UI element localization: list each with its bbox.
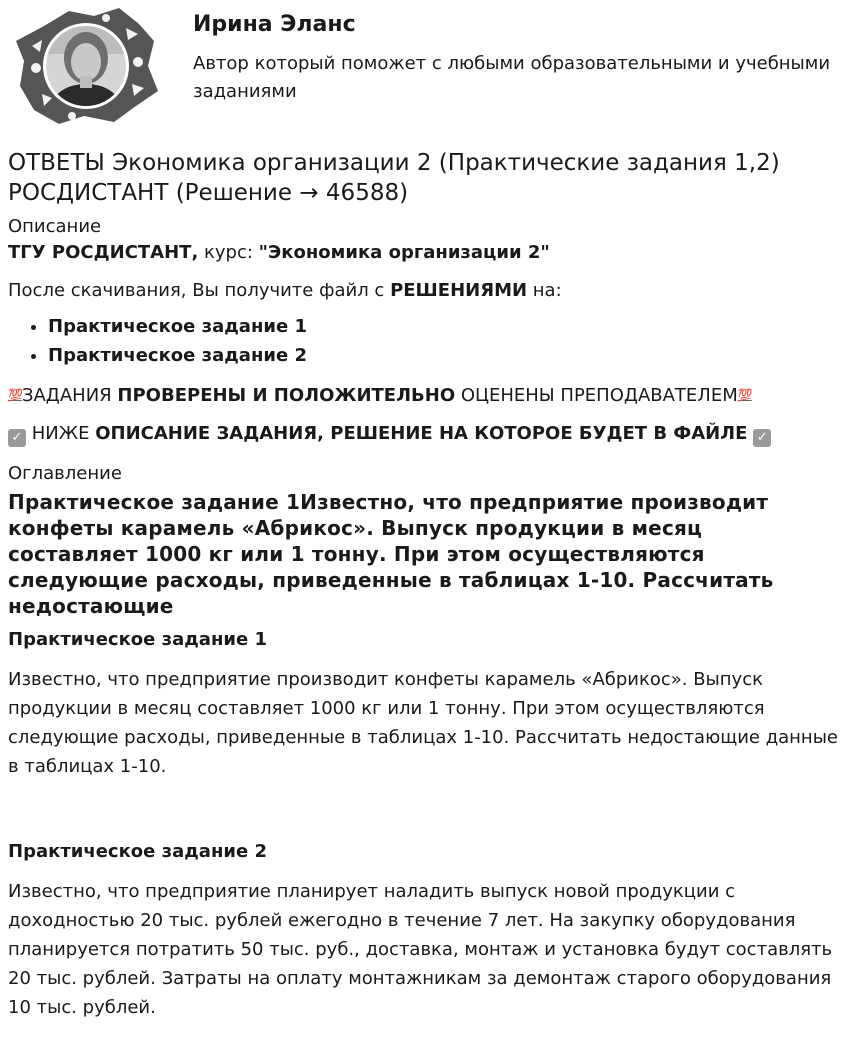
check-mark-icon: ✓ (8, 429, 26, 447)
toc-title[interactable]: Практическое задание 1Известно, что предприятие производит конфеты карамель «Абрикос». Выпуск продукции в месяц составляет 1000 кг или 1 тонну. При этом осуществляются следующие расходы, приведенные в таблицах 1-10. Рассчитать недостающие (8, 490, 774, 618)
checked-suffix: ОЦЕНЕНЫ ПРЕПОДАВАТЕЛЕМ (455, 385, 738, 406)
author-description: Автор который поможет с любыми образовательными и учебными заданиями (193, 53, 831, 102)
hundred-points-icon: 💯 (8, 388, 22, 402)
below-prefix: НИЖЕ (26, 423, 96, 444)
check-mark-icon: ✓ (753, 429, 771, 447)
spacer (8, 781, 839, 831)
task1-heading: Практическое задание 1 (8, 629, 267, 650)
avatar[interactable] (14, 6, 160, 126)
checked-bold: ПРОВЕРЕНЫ И ПОЛОЖИТЕЛЬНО (117, 385, 456, 406)
task1-text: Известно, что предприятие производит конфеты карамель «Абрикос». Выпуск продукции в месяц составляет 1000 кг или 1 тонну. При этом осуществляются следующие расходы, приведенные в таблицах 1-10. Рассчитать недостающие данные в таблицах 1-10. (8, 669, 838, 777)
checked-prefix: ЗАДАНИЯ (21, 385, 118, 406)
below-bold: ОПИСАНИЕ ЗАДАНИЯ, РЕШЕНИЕ НА КОТОРОЕ БУДЕТ В ФАЙЛЕ (95, 423, 748, 444)
author-block (8, 0, 839, 138)
university-name: ТГУ РОСДИСТАНТ, (8, 242, 199, 263)
course-prefix: курс: (198, 242, 259, 263)
hundred-points-icon: 💯 (737, 388, 752, 402)
task2-heading: Практическое задание 2 (8, 841, 267, 862)
author-name[interactable]: Ирина Эланс (193, 12, 356, 37)
below-line (8, 421, 839, 447)
after-download-line (8, 278, 839, 304)
list-item: • Практическое задание 2 (48, 341, 839, 370)
task2-text: Известно, что предприятие планирует наладить выпуск новой продукции с доходностью 20 тыс. рублей ежегодно в течение 7 лет. На закупку оборудования планируется потратить 50 тыс. руб., доставка, монтаж и установка будут составлять 20 тыс. рублей. Затраты на оплату монтажникам за демонтаж старого оборудования 10 тыс. рублей. (8, 881, 833, 1018)
after-download-prefix: После скачивания, Вы получите файл с (8, 280, 391, 301)
list-item: • Практическое задание 1 (48, 312, 839, 341)
page-title: ОТВЕТЫ Экономика организации 2 (Практические задания 1,2) РОСДИСТАНТ (Решение → 46588) (8, 150, 780, 206)
course-line (8, 240, 839, 266)
after-download-bold: РЕШЕНИЯМИ (390, 280, 528, 301)
toc-label: Оглавление (8, 463, 122, 484)
after-download-suffix: на: (527, 280, 562, 301)
course-name: "Экономика организации 2" (258, 242, 550, 263)
description-label: Описание (8, 216, 102, 237)
solutions-list (8, 312, 839, 370)
author-photo (14, 6, 160, 126)
checked-line (8, 382, 839, 409)
